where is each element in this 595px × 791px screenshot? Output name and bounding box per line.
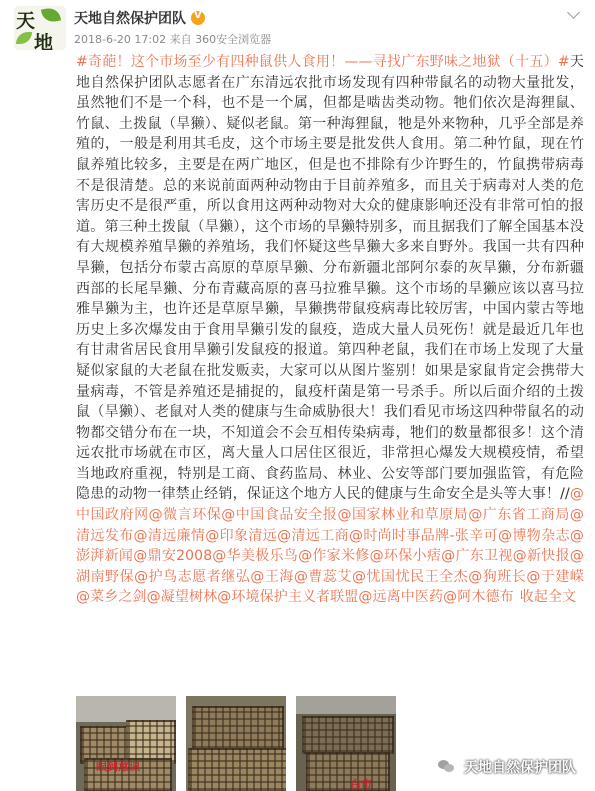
cage (306, 752, 390, 791)
mention-link[interactable]: @微言环保 (148, 507, 222, 524)
collapse-button[interactable]: 收起全文 (519, 589, 577, 606)
verified-badge-icon (191, 11, 205, 25)
post-image-3[interactable] (296, 696, 396, 791)
mention-link[interactable]: @清远廉情 (133, 527, 206, 544)
mention-link[interactable]: @澎湃新闻 (76, 527, 584, 565)
mention-link[interactable]: @环保小痞 (369, 548, 442, 565)
image-stamp: 白市 (350, 778, 372, 791)
post-image-2[interactable] (186, 696, 286, 791)
mention-link[interactable]: @凝望树林 (146, 589, 218, 606)
wechat-icon (438, 758, 456, 774)
mention-link[interactable]: @广东卫视 (441, 548, 513, 565)
mention-link[interactable]: @于建嵘 (526, 568, 585, 585)
mention-link[interactable]: @菜乡之剑 (76, 589, 147, 606)
avatar-logo-glyph: 地 (34, 32, 54, 50)
mention-link[interactable]: @王海 (250, 568, 294, 585)
floor (296, 696, 396, 714)
mention-link[interactable]: @远离中医药 (358, 589, 444, 606)
mention-link[interactable]: @曹蕊艾 (293, 568, 352, 585)
mention-link[interactable]: @护鸟志愿者继弘 (134, 568, 251, 585)
image-stamp: 眼到意识 (96, 760, 140, 773)
post-body: 天地自然保护团队志愿者在广东清远农批市场发现有四种带鼠名的动物大量批发，虽然牠们不是一个科，也不是一个属，但都是啮齿类动物。牠们依次是海狸鼠、竹鼠、土拨鼠（旱獭）、疑似老鼠。第一种海狸鼠，牠是外来物种，几乎全部是养殖的，一般是利用其毛皮，这个市场主要是批发供人食用。第二种竹鼠，现在竹鼠养殖比较多，主要是在两广地区，但是也不排除有少许野生的，竹鼠携带病毒不是很清楚。总的来说前面两种动物由于目前养殖多，而且关于病毒对人类的危害历史不是很严重，所以食用这两种动物对大众的健康影响还没有非常可怕的报道。第三种土拨鼠（旱獭），这个市场的旱獭特别多，而且据我们了解全国基本没有大规模养殖旱獭的养殖场，我们怀疑这些旱獭大多来自野外。我国一共有四种旱獭，包括分布蒙古高原的草原旱獭、分布新疆北部阿尔泰的灰旱獭，分布新疆西部的长尾旱獭、分布青藏高原的喜马拉雅旱獭。这个市场的旱獭应该以喜马拉雅旱獭为主，也许还是草原旱獭，旱獭携带鼠疫病毒比较厉害，中国内蒙古等地历史上多次爆发由于食用旱獭引发的鼠疫，造成大量人员死伤！就是最近几年也有甘肃省居民食用旱獭引发鼠疫的报道。第四种老鼠，我们在市场上发现了大量疑似家鼠的大老鼠在批发贩卖，大家可以从图片鉴别！如果是家鼠肯定会携带大量病毒，不管是养殖还是捕捉的，鼠疫杆菌是第一号杀手。所以后面介绍的土拨鼠（旱獭）、老鼠对人类的健康与生命威胁很大！我们看见市场这四种带鼠名的动物都交错分布在一块，不知道会不会互相传染病毒，牠们的数量都很多！这个清远农批市场就在市区，离大量人口居住区很近，非常担心爆发大规模疫情，希望当地政府重视，特别是工商、食药监局、林业、公安等部门要加强监管，有危险隐患的动物一律禁止经销，保证这个地方人民的健康与生命安全是头等大事！// (76, 54, 584, 503)
leaf-icon (41, 7, 61, 24)
mention-link[interactable]: @鼎安2008 (133, 548, 213, 565)
mention-link[interactable]: @博物杂志 (498, 527, 570, 544)
author-name-text[interactable]: 天地自然保护团队 (74, 11, 186, 27)
chevron-down-icon[interactable] (567, 6, 580, 19)
cage (192, 706, 284, 750)
mention-link[interactable]: @时尚时事品牌-张辛可 (348, 527, 499, 544)
mention-link[interactable]: @新快报 (512, 548, 570, 565)
topic-link[interactable]: #奇葩！这个市场至少有四种鼠供人食用！——寻找广东野味之地狱（十五）# (76, 54, 570, 70)
mention-link[interactable]: @湖南野保 (76, 548, 585, 585)
mention-link[interactable]: @阿木德布 (443, 589, 514, 606)
mention-link[interactable]: @国家林业和草原局 (337, 507, 469, 524)
mentions-list (76, 486, 584, 605)
post-image-1[interactable] (76, 696, 176, 791)
mention-link[interactable]: @中国政府网 (76, 486, 584, 524)
watermark (438, 752, 588, 780)
mention-link[interactable]: @环境保护主义者联盟 (217, 589, 359, 606)
mention-link[interactable]: @清远工商 (277, 527, 349, 544)
author-name[interactable] (74, 8, 205, 28)
mention-link[interactable]: @华美极乐鸟 (212, 548, 299, 565)
mention-link[interactable]: @印象清远 (205, 527, 278, 544)
mention-link[interactable]: @广东省工商局 (468, 507, 570, 524)
mention-link[interactable]: @作家米修 (298, 548, 370, 565)
post-header (14, 6, 584, 50)
post-text (76, 52, 584, 608)
leaf-icon (16, 32, 32, 44)
image-grid (76, 696, 416, 791)
post-meta: 2018-6-20 17:02 来自 360安全浏览器 (74, 33, 272, 46)
avatar-logo-glyph: 天 (16, 10, 36, 32)
mention-link[interactable]: @忧国忧民王全杰 (352, 568, 469, 585)
mention-link[interactable]: @中国食品安全报 (221, 507, 338, 524)
wall (76, 696, 176, 722)
avatar[interactable] (14, 6, 66, 50)
cage (188, 748, 286, 791)
mention-link[interactable]: @清远发布 (76, 507, 584, 544)
cage (302, 716, 394, 754)
watermark-text: 天地自然保护团队 (464, 760, 576, 776)
mention-link[interactable]: @狗班长 (468, 568, 527, 585)
